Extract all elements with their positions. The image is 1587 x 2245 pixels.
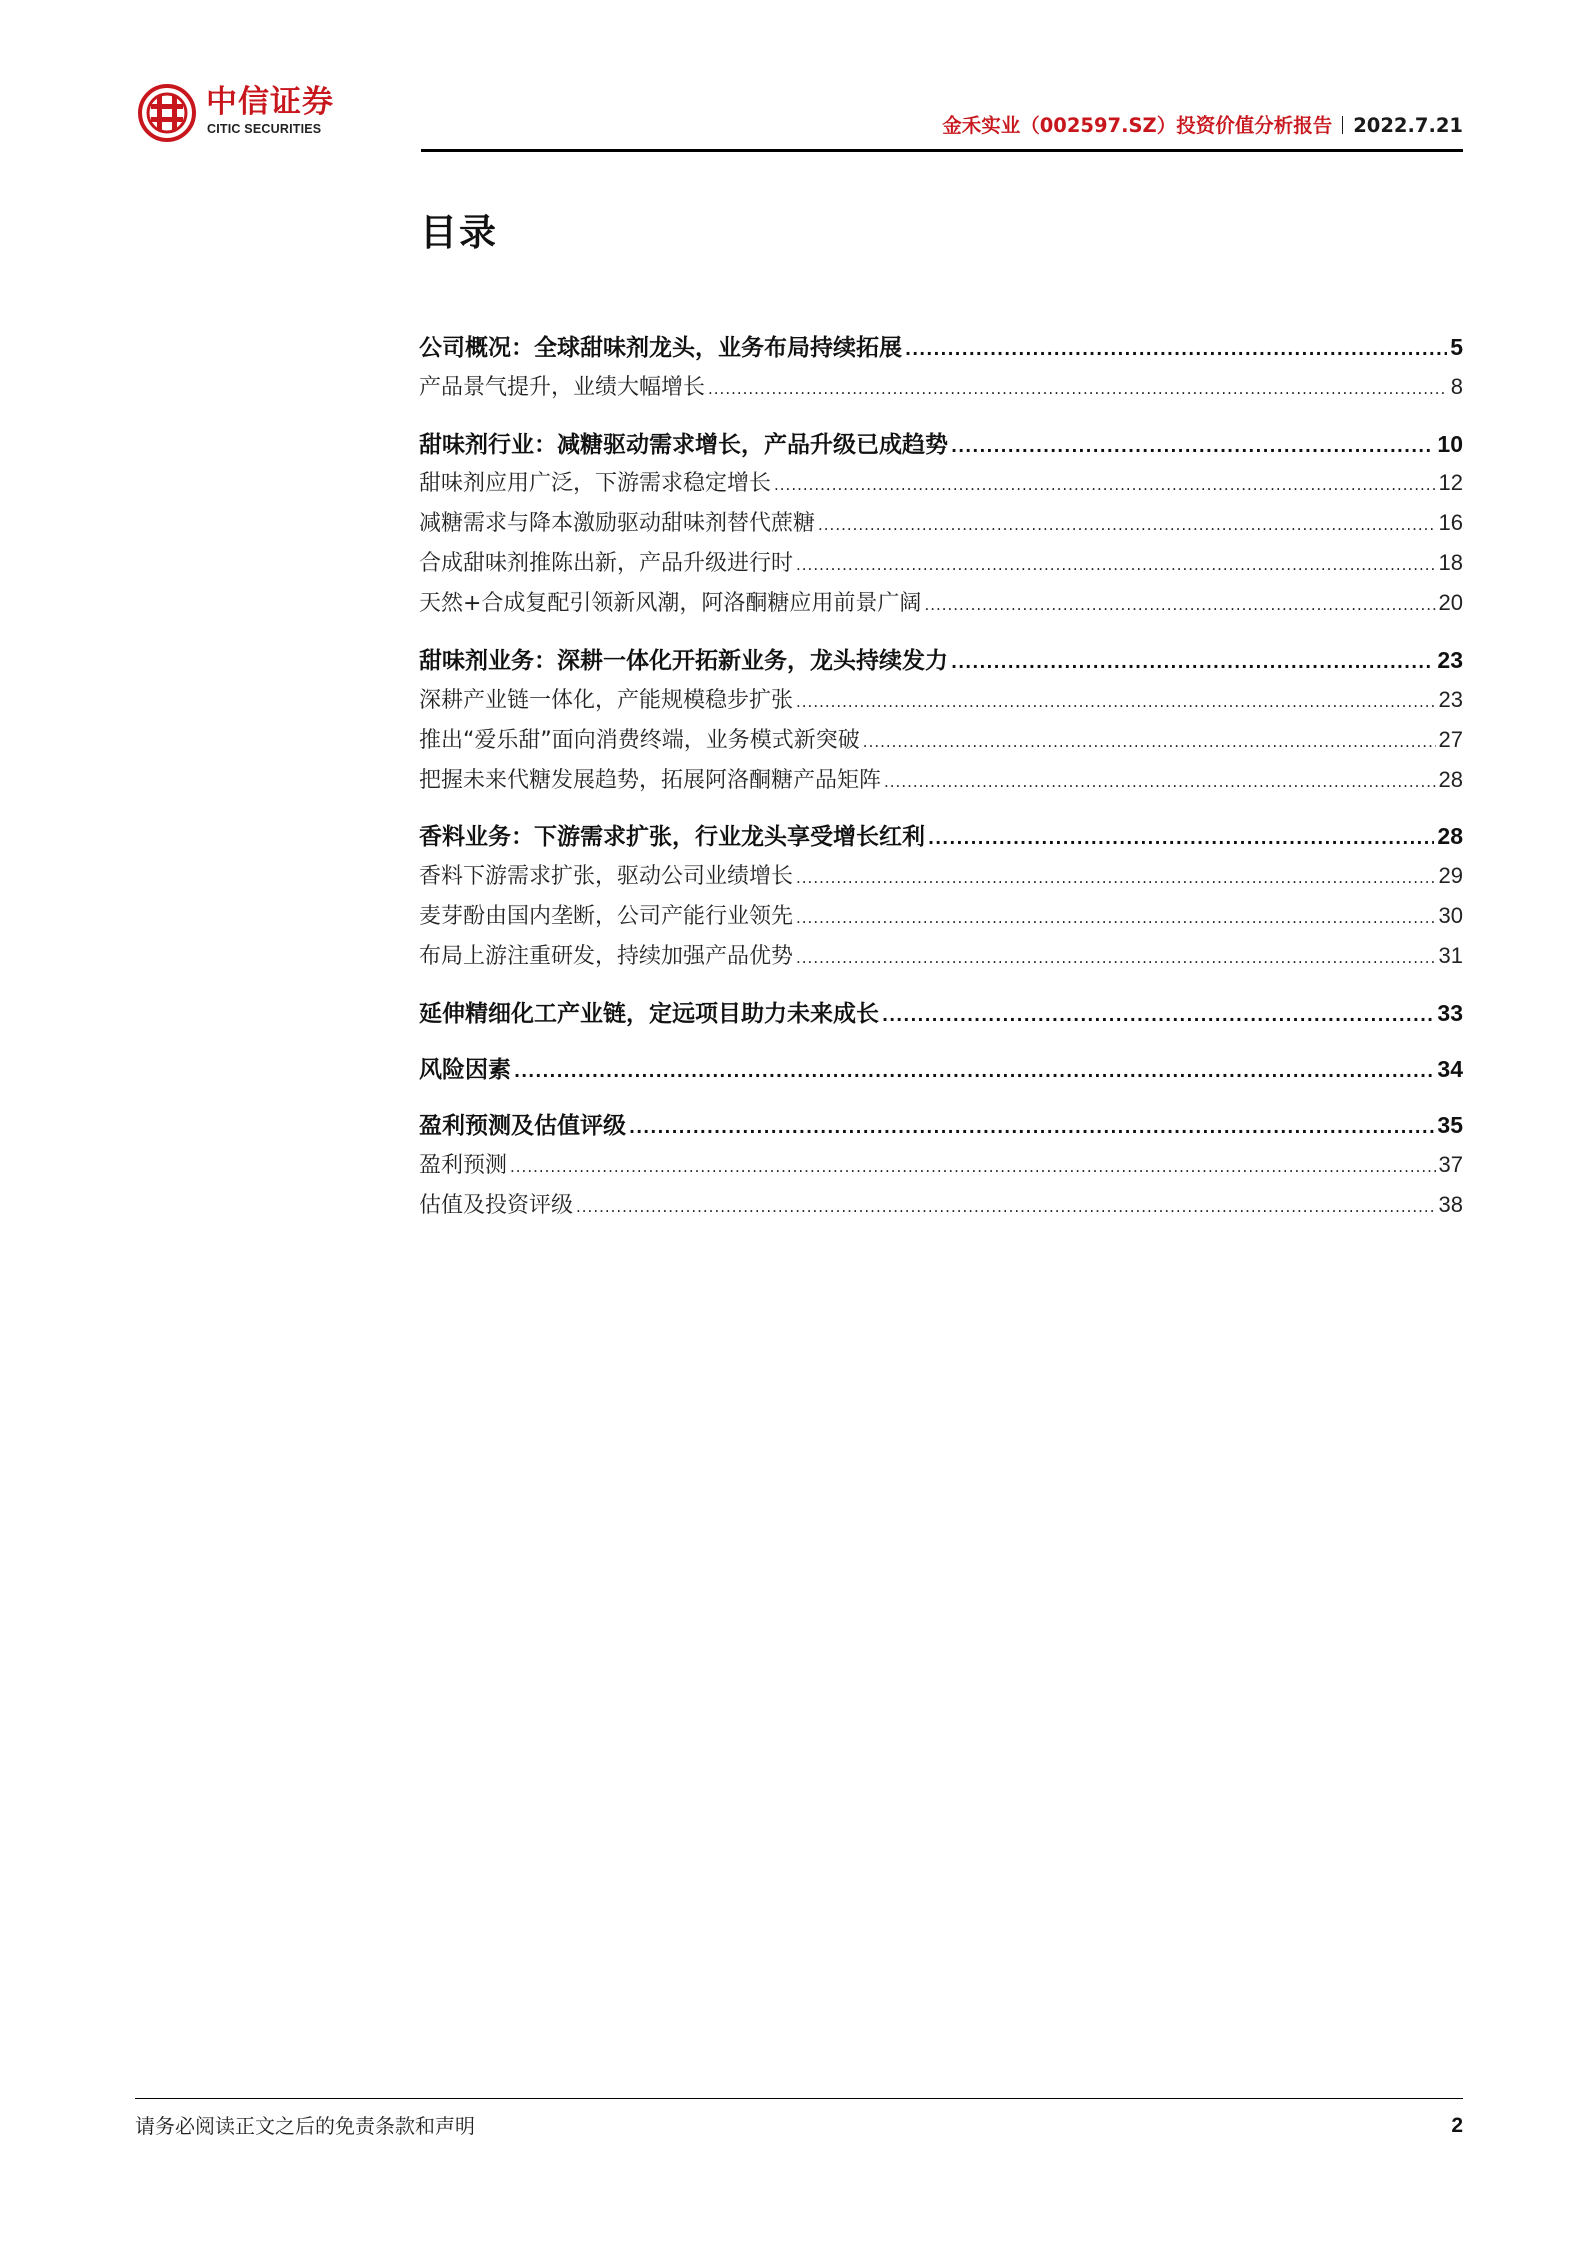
toc-leader [774, 468, 1436, 502]
toc-leader [863, 725, 1436, 759]
toc-leader [951, 430, 1434, 464]
toc-entry-text: 风险因素 [419, 1057, 511, 1083]
toc-entry-page: 16 [1438, 510, 1463, 535]
toc-entry-page: 23 [1437, 647, 1463, 673]
toc-entry-page: 34 [1437, 1056, 1463, 1082]
toc-entry-page: 10 [1437, 431, 1463, 457]
toc-leader [708, 372, 1448, 406]
toc-leader [514, 1055, 1434, 1089]
toc-entry-text: 推出“爱乐甜”面向消费终端，业务模式新突破 [419, 728, 860, 753]
toc-entry-text: 深耕产业链一体化，产能规模稳步扩张 [419, 688, 794, 713]
toc-entry-page: 37 [1438, 1152, 1463, 1177]
toc-entry-text: 布局上游注重研发，持续加强产品优势 [419, 944, 794, 969]
toc-entry[interactable] [419, 683, 1463, 717]
toc-entry[interactable] [419, 819, 1463, 853]
toc-entry[interactable] [419, 859, 1463, 893]
toc-entry[interactable] [419, 723, 1463, 757]
toc-entry-text: 公司概况：全球甜味剂龙头，业务布局持续拓展 [419, 335, 902, 361]
footer-disclaimer: 请务必阅读正文之后的免责条款和声明 [135, 2114, 475, 2138]
toc-entry-text: 天然+合成复配引领新风潮，阿洛酮糖应用前景广阔 [419, 591, 922, 616]
toc-entry[interactable] [419, 1148, 1463, 1182]
toc-entry-text: 甜味剂行业：减糖驱动需求增长，产品升级已成趋势 [419, 432, 948, 458]
toc-list [419, 0, 1463, 2245]
toc-leader [884, 765, 1436, 799]
citic-logo [138, 84, 358, 144]
toc-leader [928, 822, 1434, 856]
toc-title: 目录 [420, 211, 498, 254]
logo-english-name: CITIC SECURITIES [207, 122, 322, 136]
toc-leader [882, 999, 1434, 1033]
toc-entry-page: 5 [1450, 334, 1463, 360]
toc-entry-text: 合成甜味剂推陈出新，产品升级进行时 [419, 551, 794, 576]
toc-entry-page: 30 [1438, 903, 1463, 928]
toc-entry[interactable] [419, 546, 1463, 580]
toc-entry-text: 把握未来代糖发展趋势，拓展阿洛酮糖产品矩阵 [419, 768, 882, 793]
toc-entry[interactable] [419, 330, 1463, 364]
toc-entry[interactable] [419, 466, 1463, 500]
logo-chinese-name: 中信证券 [206, 84, 334, 120]
toc-entry[interactable] [419, 763, 1463, 797]
toc-entry-page: 29 [1438, 863, 1463, 888]
toc-entry-text: 甜味剂业务：深耕一体化开拓新业务，龙头持续发力 [419, 648, 948, 674]
toc-entry-page: 27 [1438, 727, 1463, 752]
page-number: 2 [1451, 2114, 1463, 2137]
toc-entry[interactable] [419, 506, 1463, 540]
toc-entry-page: 23 [1438, 687, 1463, 712]
toc-entry-text: 估值及投资评级 [419, 1193, 574, 1218]
toc-entry-page: 28 [1438, 767, 1463, 792]
toc-leader [905, 333, 1447, 367]
toc-entry-page: 12 [1438, 470, 1463, 495]
toc-entry[interactable] [419, 1108, 1463, 1142]
toc-leader [510, 1150, 1436, 1184]
toc-entry-text: 产品景气提升，业绩大幅增长 [419, 375, 706, 400]
toc-entry[interactable] [419, 939, 1463, 973]
toc-entry-page: 33 [1437, 1000, 1463, 1026]
toc-entry-text: 香料业务：下游需求扩张，行业龙头享受增长红利 [419, 824, 925, 850]
toc-entry-text: 盈利预测 [419, 1153, 508, 1178]
report-title: 金禾实业（002597.SZ）投资价值分析报告 [942, 114, 1333, 137]
toc-leader [796, 685, 1436, 719]
toc-entry[interactable] [419, 586, 1463, 620]
toc-entry-page: 20 [1438, 590, 1463, 615]
toc-entry-page: 18 [1438, 550, 1463, 575]
toc-entry[interactable] [419, 996, 1463, 1030]
toc-leader [796, 901, 1436, 935]
toc-entry[interactable] [419, 370, 1463, 404]
toc-leader [576, 1190, 1436, 1224]
toc-leader [796, 941, 1436, 975]
toc-leader [951, 646, 1434, 680]
toc-entry-text: 延伸精细化工产业链，定远项目助力未来成长 [419, 1001, 879, 1027]
toc-entry[interactable] [419, 899, 1463, 933]
toc-entry[interactable] [419, 643, 1463, 677]
report-date: 2022.7.21 [1353, 114, 1463, 137]
toc-entry-text: 减糖需求与降本激励驱动甜味剂替代蔗糖 [419, 511, 816, 536]
footer-divider [135, 2098, 1463, 2099]
toc-entry-page: 35 [1437, 1112, 1463, 1138]
toc-entry-text: 甜味剂应用广泛，下游需求稳定增长 [419, 471, 772, 496]
toc-entry[interactable] [419, 427, 1463, 461]
toc-entry-page: 28 [1437, 823, 1463, 849]
toc-leader [818, 508, 1436, 542]
toc-leader [796, 548, 1436, 582]
citic-logo-icon [138, 84, 196, 142]
toc-entry-page: 31 [1438, 943, 1463, 968]
toc-entry[interactable] [419, 1052, 1463, 1086]
toc-entry-page: 8 [1450, 374, 1463, 399]
toc-leader [924, 588, 1435, 622]
toc-entry-page: 38 [1438, 1192, 1463, 1217]
toc-entry-text: 麦芽酚由国内垄断，公司产能行业领先 [419, 904, 794, 929]
toc-leader [629, 1111, 1434, 1145]
toc-entry[interactable] [419, 1188, 1463, 1222]
toc-leader [796, 861, 1436, 895]
toc-entry-text: 香料下游需求扩张，驱动公司业绩增长 [419, 864, 794, 889]
toc-entry-text: 盈利预测及估值评级 [419, 1113, 626, 1139]
